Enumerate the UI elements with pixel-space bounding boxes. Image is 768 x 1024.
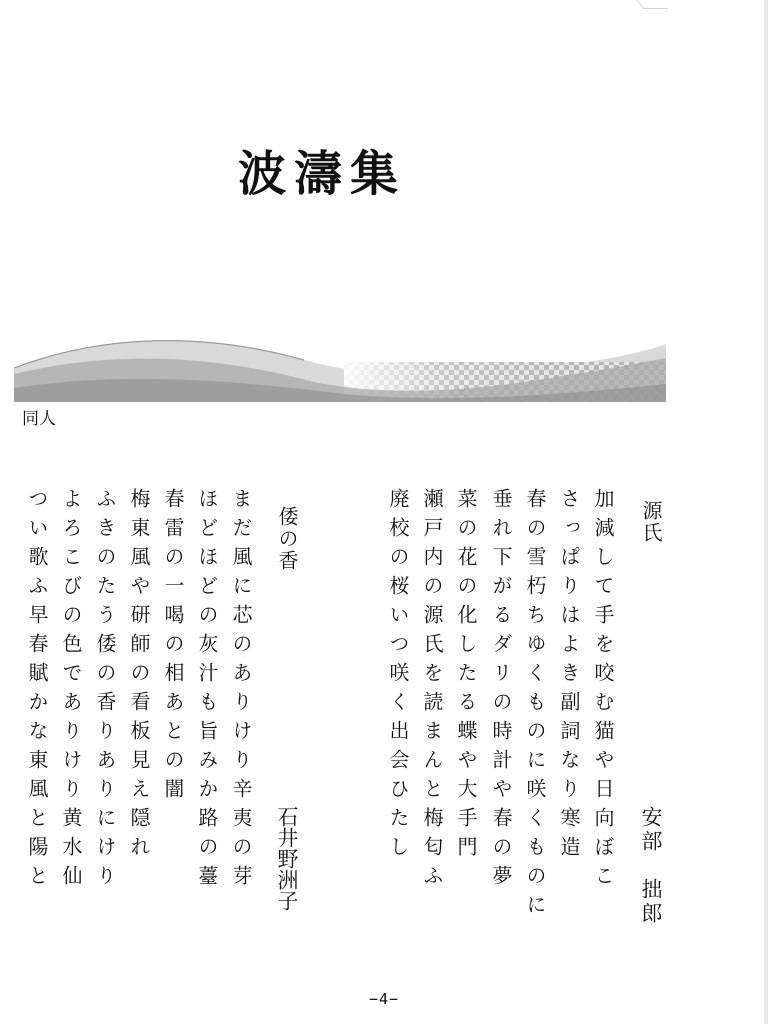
haiku-line: 瀬戸内の源氏を読まんと梅匂ふ	[420, 488, 444, 894]
members-label: 同人	[22, 409, 56, 429]
section-heading: 源氏	[639, 500, 663, 544]
haiku-line: ほどほどの灰汁も旨みか路の薹	[195, 488, 219, 894]
haiku-line: さっぱりはよき副詞なり寒造	[557, 488, 581, 865]
haiku-line: 廃校の桜いつ咲く出会ひたし	[386, 488, 410, 865]
haiku-line: 菜の花の化したる蝶や大手門	[454, 488, 478, 865]
haiku-line: まだ風に芯のありけり辛夷の芽	[229, 488, 253, 894]
haiku-line: 春雷の一喝の相あとの闇	[161, 488, 185, 807]
folded-corner-mark	[637, 0, 668, 9]
haiku-line: つい歌ふ早春賦かな東風と陽と	[25, 488, 49, 894]
collection-title: 波濤集	[238, 146, 407, 202]
section-heading: 倭の香	[275, 506, 299, 572]
section-author: 石井野洲子	[275, 806, 299, 911]
section-author: 安部 拙郎	[639, 806, 663, 926]
haiku-line: 春の雪朽ちゆくものに咲くものに	[523, 488, 547, 923]
haiku-line: ふきのたう倭の香りありにけり	[93, 488, 117, 894]
haiku-line: 垂れ下がるダリの時計や春の夢	[489, 488, 513, 894]
page-number: −4−	[368, 990, 400, 1008]
haiku-line: 加減して手を咬む猫や日向ぼこ	[591, 488, 615, 894]
haiku-line: よろこびの色でありけり黄水仙	[59, 488, 83, 894]
wave-banner-image	[14, 330, 666, 402]
haiku-line: 梅東風や研師の看板見え隠れ	[127, 488, 151, 865]
page-edge-shadow	[764, 0, 768, 1024]
